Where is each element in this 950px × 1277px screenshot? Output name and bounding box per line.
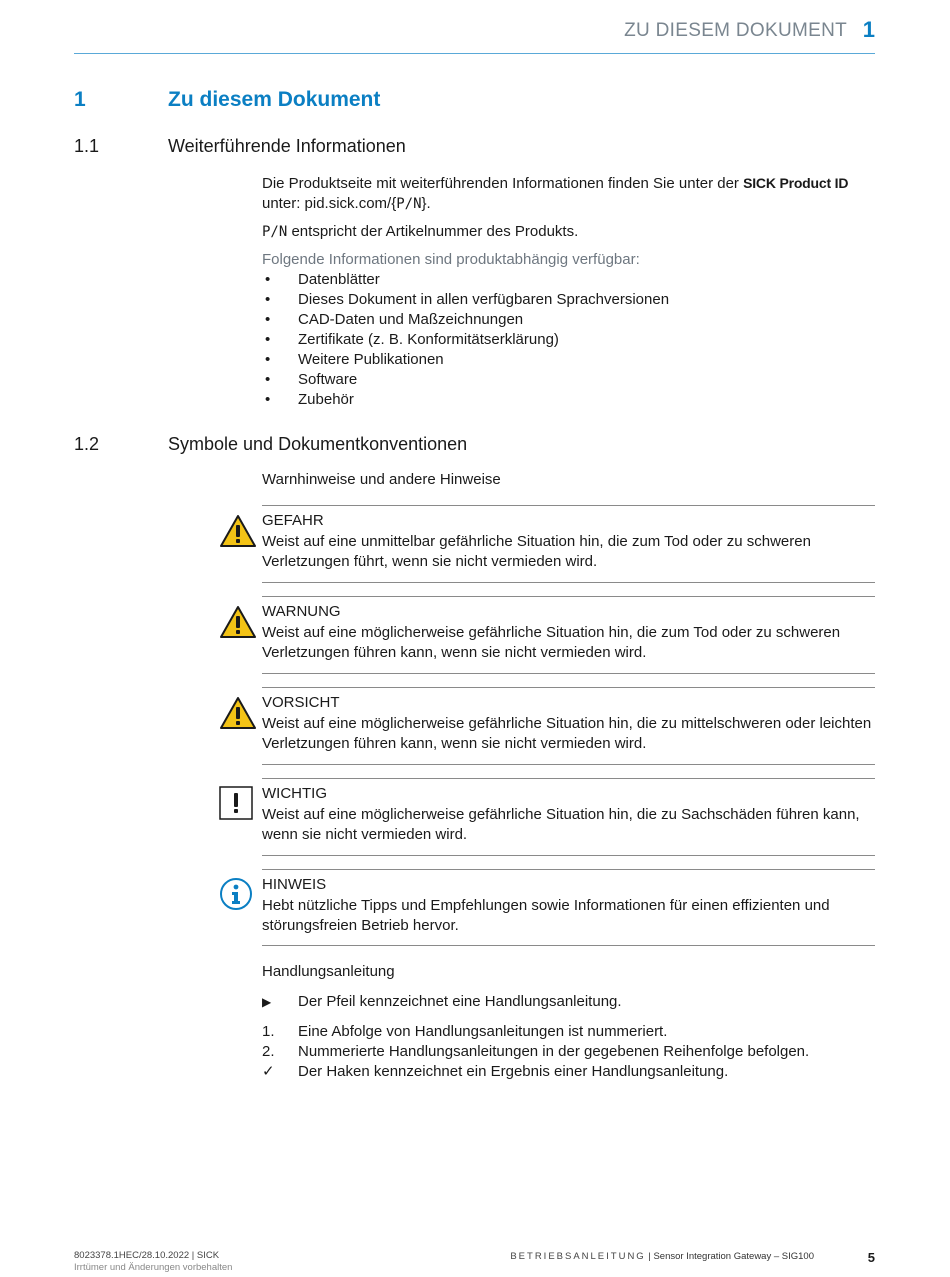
instruction-step: [262, 992, 874, 1012]
list-intro: Folgende Informationen sind produktabhängig verfügbar:: [262, 251, 640, 268]
note-title-caution: VORSICHT: [262, 694, 340, 711]
footer-doc-id: 8023378.1HEC/28.10.2022 | SICK: [74, 1250, 220, 1261]
footer-middle: [510, 1251, 814, 1262]
note-bottom-rule: [262, 855, 875, 856]
note-title-notice: HINWEIS: [262, 876, 327, 893]
note-top-rule: [262, 869, 875, 870]
note-bottom-rule: [262, 764, 875, 765]
note-text-danger: Weist auf eine unmittelbar gefährliche Situation hin, die zum Tod oder zu schweren Verletzungen führt, wenn sie nicht vermieden wird.: [262, 533, 811, 570]
section-1-2-number: 1.2: [74, 434, 100, 454]
chapter-title: Zu diesem Dokument: [168, 88, 381, 111]
step-text: Der Pfeil kennzeichnet eine Handlungsanleitung.: [298, 993, 622, 1010]
note-bottom-rule: [262, 945, 875, 946]
section-1-1-title: Weiterführende Informationen: [168, 136, 406, 156]
running-header-title: ZU DIESEM DOKUMENT: [624, 20, 847, 41]
note-bottom-rule: [262, 582, 875, 583]
list-item: • Datenblätter: [262, 270, 874, 290]
exclamation-box-icon: [219, 786, 253, 825]
step-number: 1.: [262, 1023, 275, 1040]
step-text: Eine Abfolge von Handlungsanleitungen ist nummeriert.: [298, 1023, 668, 1040]
warning-triangle-icon: [219, 514, 257, 553]
note-top-rule: [262, 687, 875, 688]
list-item: • Zubehör: [262, 390, 874, 410]
text-run: Die Produktseite mit weiterführenden Informationen finden Sie unter der: [262, 175, 744, 192]
running-header-number: 1: [862, 17, 875, 42]
footer-doc-type: BETRIEBSANLEITUNG: [510, 1251, 646, 1262]
section-1-2-title: Symbole und Dokumentkonventionen: [168, 434, 468, 454]
warning-triangle-icon: [219, 605, 257, 644]
list-item: • CAD-Daten und Maßzeichnungen: [262, 310, 874, 330]
note-title-danger: GEFAHR: [262, 512, 324, 529]
footer-product: | Sensor Integration Gateway – SIG100: [645, 1251, 814, 1262]
page-number: 5: [867, 1250, 875, 1265]
section-1-1-number: 1.1: [74, 136, 100, 156]
warning-triangle-icon: [219, 696, 257, 735]
instruction-step: [262, 1042, 874, 1062]
list-item: • Weitere Publikationen: [262, 350, 874, 370]
instructions-heading: Handlungsanleitung: [262, 963, 395, 980]
footer-disclaimer: Irrtümer und Änderungen vorbehalten: [74, 1262, 233, 1273]
note-text-caution: Weist auf eine möglicherweise gefährliche Situation hin, die zu mittelschweren oder leichten Verletzungen führen kann, wenn sie nicht vermieden wird.: [262, 715, 872, 752]
instruction-steps: [262, 992, 874, 1082]
note-title-warning: WARNUNG: [262, 603, 341, 620]
pn-code: P/N: [262, 224, 288, 240]
header-divider: [74, 53, 875, 54]
note-text-important: Weist auf eine möglicherweise gefährliche Situation hin, die zu Sachschäden führen kann, wenn sie nicht vermieden wird.: [262, 806, 860, 843]
note-top-rule: [262, 778, 875, 779]
pn-code: P/N: [396, 196, 422, 212]
list-item: • Zertifikate (z. B. Konformitätserklärung): [262, 330, 874, 350]
step-text: Nummerierte Handlungsanleitungen in der gegebenen Reihenfolge befolgen.: [298, 1043, 810, 1060]
step-text: Der Haken kennzeichnet ein Ergebnis einer Handlungsanleitung.: [298, 1063, 729, 1080]
text-run: entspricht der Artikelnummer des Produkts.: [287, 223, 579, 240]
text-run: }.: [421, 195, 431, 212]
info-list: [262, 270, 874, 410]
note-text-notice: Hebt nützliche Tipps und Empfehlungen sowie Informationen für einen effizienten und störungsfreien Betrieb hervor.: [262, 897, 830, 934]
checkmark-icon: ✓: [262, 1063, 275, 1080]
text-run: unter: pid.sick.com/{: [262, 195, 397, 212]
list-item: • Software: [262, 370, 874, 390]
note-text-warning: Weist auf eine möglicherweise gefährliche Situation hin, die zum Tod oder zu schweren Verletzungen führen kann, wenn sie nicht vermieden wird.: [262, 624, 841, 661]
info-circle-icon: [219, 877, 253, 916]
warnings-heading: Warnhinweise und andere Hinweise: [262, 471, 501, 488]
note-top-rule: [262, 596, 875, 597]
chapter-number: 1: [74, 88, 86, 111]
note-top-rule: [262, 505, 875, 506]
section-1-1-body: [262, 173, 874, 410]
pn-paragraph: [262, 222, 874, 242]
step-number: 2.: [262, 1043, 275, 1060]
list-item: • Dieses Dokument in allen verfügbaren Sprachversionen: [262, 290, 874, 310]
arrow-marker-icon: ▶: [262, 995, 272, 1009]
note-bottom-rule: [262, 673, 875, 674]
product-id-label: SICK Product ID: [743, 175, 849, 191]
product-page-paragraph: [262, 173, 874, 214]
instruction-step: [262, 1022, 874, 1042]
instruction-step: [262, 1062, 874, 1082]
footer-left: [74, 1250, 232, 1274]
note-title-important: WICHTIG: [262, 785, 327, 802]
